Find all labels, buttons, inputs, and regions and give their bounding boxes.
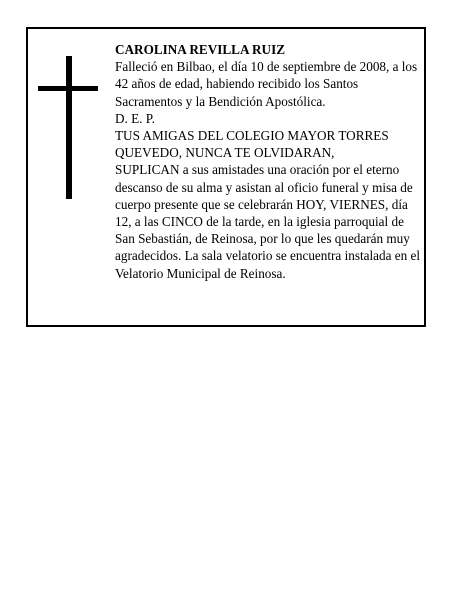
cross-vertical-bar xyxy=(66,56,72,199)
cross-icon xyxy=(38,56,98,201)
tribute-line: TUS AMIGAS DEL COLEGIO MAYOR TORRES QUEVEDO, NUNCA TE OLVIDARAN, xyxy=(115,128,389,161)
obituary-text xyxy=(115,41,420,282)
rest-in-peace: D. E. P. xyxy=(115,110,155,126)
funeral-request: SUPLICAN a sus amistades una oración por el eterno descanso de su alma y asistan al oficio funeral y misa de cuerpo presente que se celebrarán HOY, VIERNES, día 12, a las CINCO de la tarde, en la iglesia parroquial de San Sebastián, de Reinosa, por lo que les quedarán muy agradecidos. La sala velatorio se encuentra instalada en el Velatorio Municipal de Reinosa. xyxy=(115,162,420,281)
obituary-notice xyxy=(26,27,426,327)
cross-horizontal-bar xyxy=(38,86,98,91)
deceased-name: CAROLINA REVILLA RUIZ xyxy=(115,42,286,57)
death-notice: Falleció en Bilbao, el día 10 de septiembre de 2008, a los 42 años de edad, habiendo recibido los Santos Sacramentos y la Bendición Apostólica. xyxy=(115,59,418,109)
